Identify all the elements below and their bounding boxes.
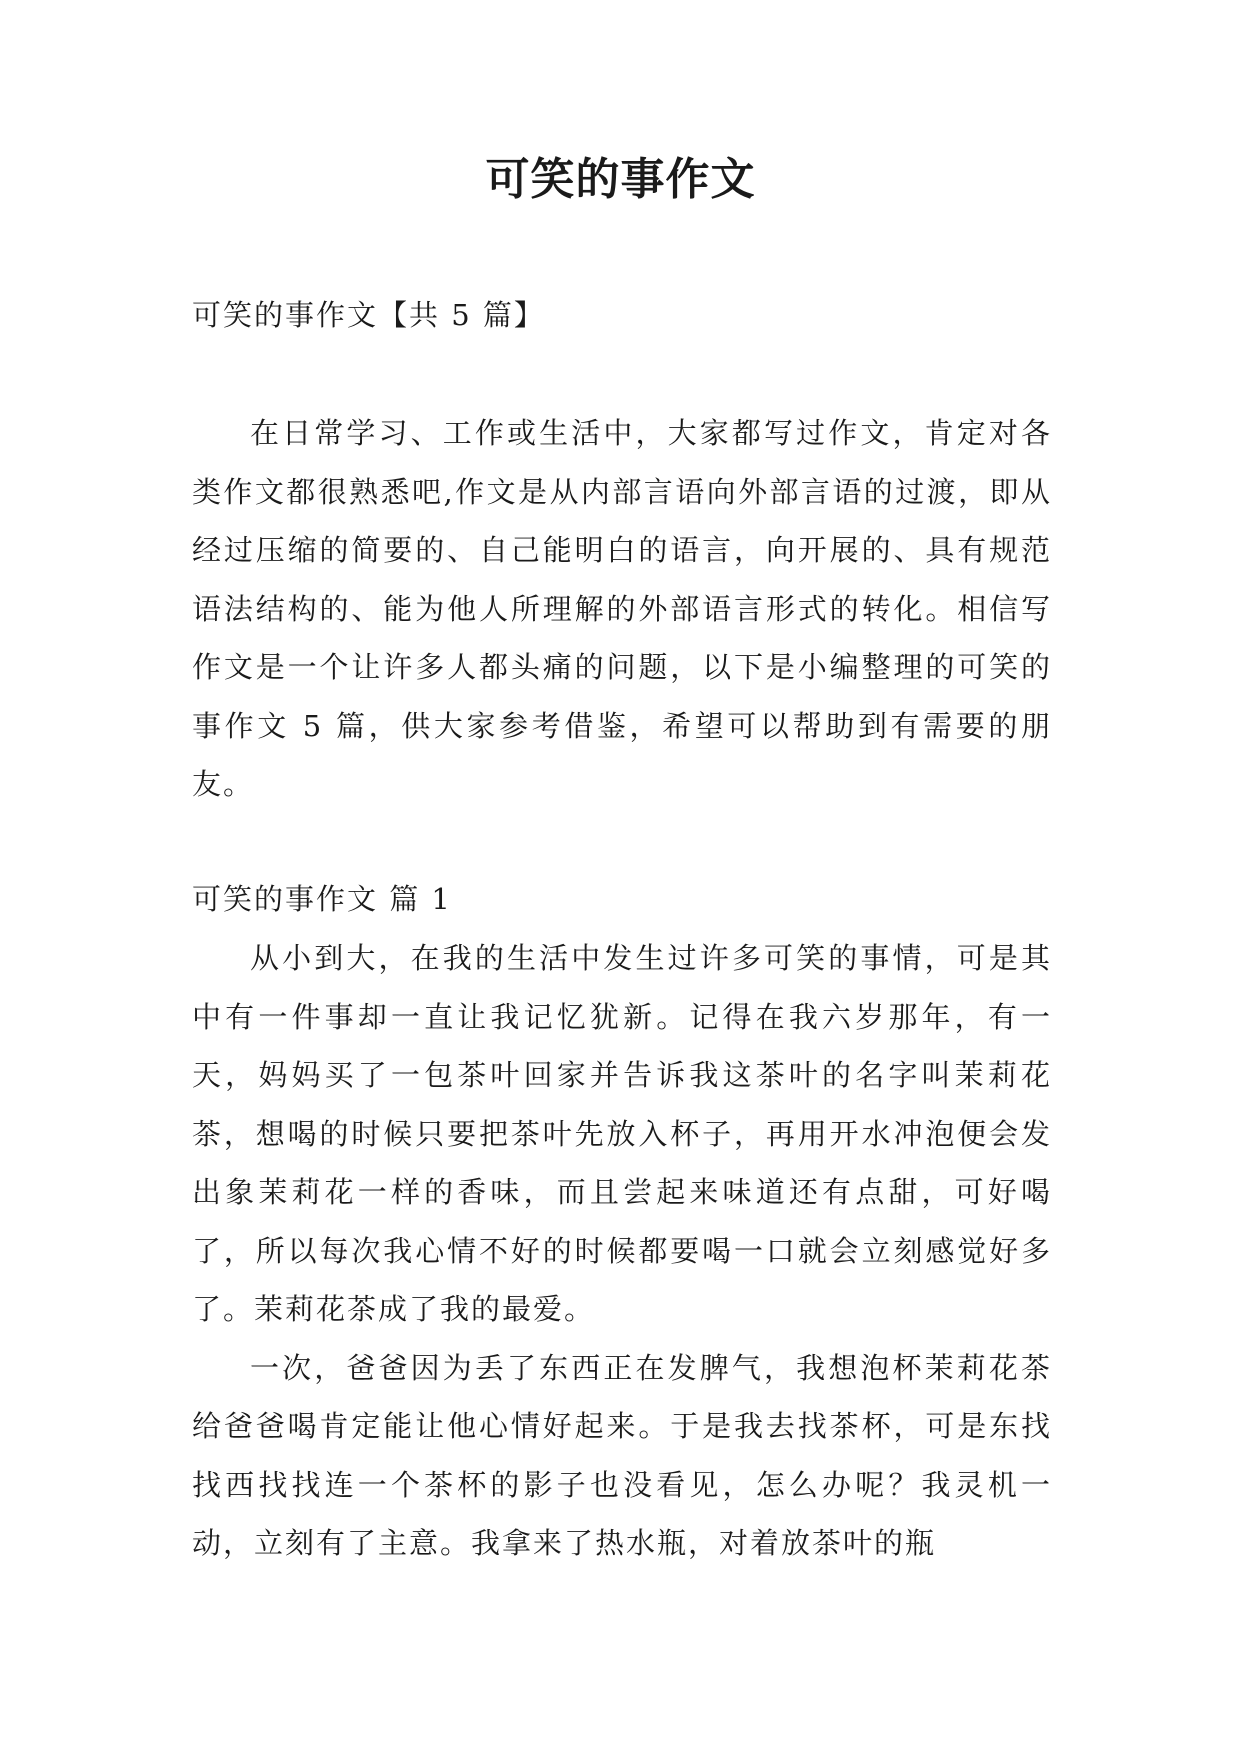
- document-title: 可笑的事作文: [485, 154, 756, 205]
- collection-subtitle: 可笑的事作文【共 5 篇】: [192, 298, 545, 332]
- body-paragraph-2: 一次，爸爸因为丢了东西正在发脾气，我想泡杯茉莉花茶给爸爸喝肯定能让他心情好起来。于是我去找茶杯，可是东找找西找找连一个茶杯的影子也没看见，怎么办呢？我灵机一动，立刻有了主意。我拿来了热水瓶，对着放茶叶的瓶: [192, 1350, 1052, 1560]
- section-heading: 可笑的事作文 篇 1: [192, 882, 452, 916]
- body-paragraph-1: 从小到大，在我的生活中发生过许多可笑的事情，可是其中有一件事却一直让我记忆犹新。记得在我六岁那年，有一天，妈妈买了一包茶叶回家并告诉我这茶叶的名字叫茉莉花茶，想喝的时候只要把茶叶先放入杯子，再用开水冲泡便会发出象茉莉花一样的香味，而且尝起来味道还有点甜，可好喝了，所以每次我心情不好的时候都要喝一口就会立刻感觉好多了。茉莉花茶成了我的最爱。: [192, 941, 1052, 1326]
- intro-paragraph: 在日常学习、工作或生活中，大家都写过作文，肯定对各类作文都很熟悉吧,作文是从内部言语向外部言语的过渡，即从经过压缩的简要的、自己能明白的语言，向开展的、具有规范语法结构的、能为他人所理解的外部语言形式的转化。相信写作文是一个让许多人都头痛的问题，以下是小编整理的可笑的事作文 5 篇，供大家参考借鉴，希望可以帮助到有需要的朋友。: [192, 416, 1052, 801]
- essay-section-1: [192, 875, 1052, 1573]
